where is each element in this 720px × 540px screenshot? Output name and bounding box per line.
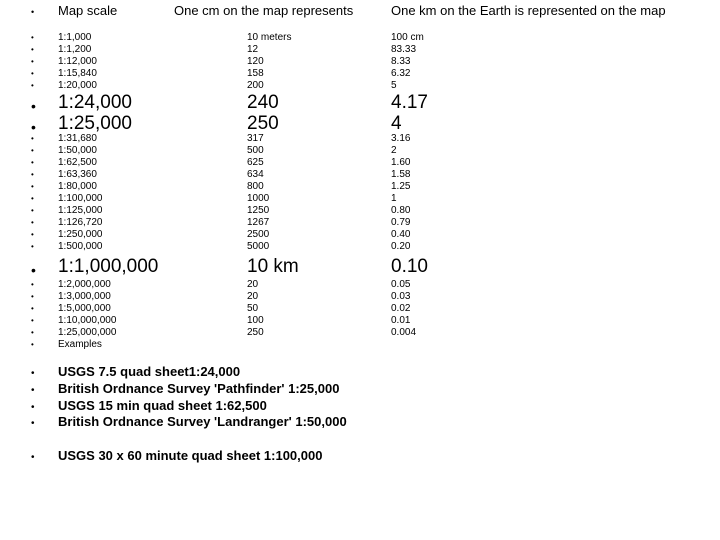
- bullet-icon: •: [31, 340, 34, 349]
- bullet-icon: •: [31, 368, 35, 379]
- km-value: 0.03: [391, 291, 411, 302]
- km-value: 3.16: [391, 133, 411, 144]
- bullet-icon: •: [31, 158, 34, 167]
- bullet-icon: •: [31, 57, 34, 66]
- km-value: 0.05: [391, 279, 411, 290]
- km-value: 5: [391, 80, 397, 91]
- km-value: 0.20: [391, 241, 411, 252]
- scale-value: 1:62,500: [58, 157, 97, 168]
- cm-value: 250: [247, 327, 264, 338]
- cm-value: 158: [247, 68, 264, 79]
- scale-value: 1:24,000: [58, 92, 132, 113]
- cm-value: 120: [247, 56, 264, 67]
- cm-value: 2500: [247, 229, 270, 240]
- examples-label: Examples: [58, 339, 102, 350]
- bullet-icon: •: [31, 316, 34, 325]
- bullet-icon: •: [31, 119, 36, 135]
- cm-value: 200: [247, 80, 264, 91]
- cm-value: 500: [247, 145, 264, 156]
- cm-value: 240: [247, 92, 279, 113]
- cm-value: 1000: [247, 193, 270, 204]
- km-value: 0.004: [391, 327, 417, 338]
- scale-value: 1:80,000: [58, 181, 97, 192]
- km-value: 1: [391, 193, 397, 204]
- bullet-icon: •: [31, 292, 34, 301]
- scale-value: 1:2,000,000: [58, 279, 111, 290]
- bullet-icon: •: [31, 328, 34, 337]
- scale-value: 1:31,680: [58, 133, 97, 144]
- cm-value: 1250: [247, 205, 270, 216]
- km-value: 1.25: [391, 181, 411, 192]
- km-value: 0.10: [391, 256, 428, 277]
- header-cm-represents: One cm on the map represents: [174, 3, 354, 18]
- bullet-icon: •: [31, 69, 34, 78]
- cm-value: 250: [247, 113, 279, 134]
- km-value: 0.80: [391, 205, 411, 216]
- km-value: 4.17: [391, 92, 428, 113]
- scale-value: 1:25,000: [58, 113, 132, 134]
- scale-value: 1:500,000: [58, 241, 103, 252]
- cm-value: 20: [247, 279, 259, 290]
- scale-value: 1:15,840: [58, 68, 97, 79]
- bullet-icon: •: [31, 206, 34, 215]
- bullet-icon: •: [31, 262, 36, 278]
- cm-value: 317: [247, 133, 264, 144]
- bullet-icon: •: [31, 134, 34, 143]
- km-value: 83.33: [391, 44, 417, 55]
- bullet-icon: •: [31, 418, 35, 429]
- bullet-icon: •: [31, 452, 35, 463]
- km-value: 1.60: [391, 157, 411, 168]
- scale-value: 1:1,000,000: [58, 256, 159, 277]
- bullet-icon: •: [31, 218, 34, 227]
- scale-value: 1:126,720: [58, 217, 103, 228]
- km-value: 100 cm: [391, 32, 424, 43]
- scale-value: 1:1,000: [58, 32, 92, 43]
- scale-value: 1:3,000,000: [58, 291, 111, 302]
- km-value: 0.40: [391, 229, 411, 240]
- scale-value: 1:20,000: [58, 80, 97, 91]
- cm-value: 10 km: [247, 256, 299, 277]
- bullet-icon: •: [31, 7, 35, 17]
- header-map-scale: Map scale: [58, 3, 118, 18]
- bullet-icon: •: [31, 402, 35, 413]
- bullet-icon: •: [31, 242, 34, 251]
- bullet-icon: •: [31, 385, 35, 396]
- bullet-icon: •: [31, 194, 34, 203]
- km-value: 4: [391, 113, 402, 134]
- scale-value: 1:5,000,000: [58, 303, 111, 314]
- km-value: 0.79: [391, 217, 411, 228]
- bullet-icon: •: [31, 45, 34, 54]
- cm-value: 634: [247, 169, 264, 180]
- cm-value: 5000: [247, 241, 270, 252]
- km-value: 0.02: [391, 303, 411, 314]
- cm-value: 50: [247, 303, 259, 314]
- scale-value: 1:100,000: [58, 193, 103, 204]
- km-value: 1.58: [391, 169, 411, 180]
- example-text: USGS 15 min quad sheet 1:62,500: [58, 398, 267, 413]
- scale-value: 1:250,000: [58, 229, 103, 240]
- bullet-icon: •: [31, 230, 34, 239]
- cm-value: 800: [247, 181, 264, 192]
- scale-value: 1:1,200: [58, 44, 92, 55]
- header-km-represented: One km on the Earth is represented on the map: [391, 3, 666, 18]
- scale-value: 1:12,000: [58, 56, 97, 67]
- cm-value: 100: [247, 315, 264, 326]
- bullet-icon: •: [31, 170, 34, 179]
- cm-value: 20: [247, 291, 259, 302]
- cm-value: 625: [247, 157, 264, 168]
- final-example-text: USGS 30 x 60 minute quad sheet 1:100,000: [58, 448, 323, 463]
- cm-value: 12: [247, 44, 259, 55]
- example-text: British Ordnance Survey 'Pathfinder' 1:25,000: [58, 381, 340, 396]
- scale-value: 1:10,000,000: [58, 315, 117, 326]
- cm-value: 1267: [247, 217, 270, 228]
- example-text: British Ordnance Survey 'Landranger' 1:50,000: [58, 414, 347, 429]
- bullet-icon: •: [31, 98, 36, 114]
- cm-value: 10 meters: [247, 32, 292, 43]
- km-value: 2: [391, 145, 397, 156]
- bullet-icon: •: [31, 146, 34, 155]
- bullet-icon: •: [31, 81, 34, 90]
- bullet-icon: •: [31, 280, 34, 289]
- example-text: USGS 7.5 quad sheet1:24,000: [58, 364, 241, 379]
- km-value: 8.33: [391, 56, 411, 67]
- bullet-icon: •: [31, 304, 34, 313]
- scale-value: 1:63,360: [58, 169, 97, 180]
- scale-value: 1:25,000,000: [58, 327, 117, 338]
- km-value: 6.32: [391, 68, 411, 79]
- km-value: 0.01: [391, 315, 411, 326]
- scale-value: 1:50,000: [58, 145, 97, 156]
- bullet-icon: •: [31, 182, 34, 191]
- scale-value: 1:125,000: [58, 205, 103, 216]
- bullet-icon: •: [31, 33, 34, 42]
